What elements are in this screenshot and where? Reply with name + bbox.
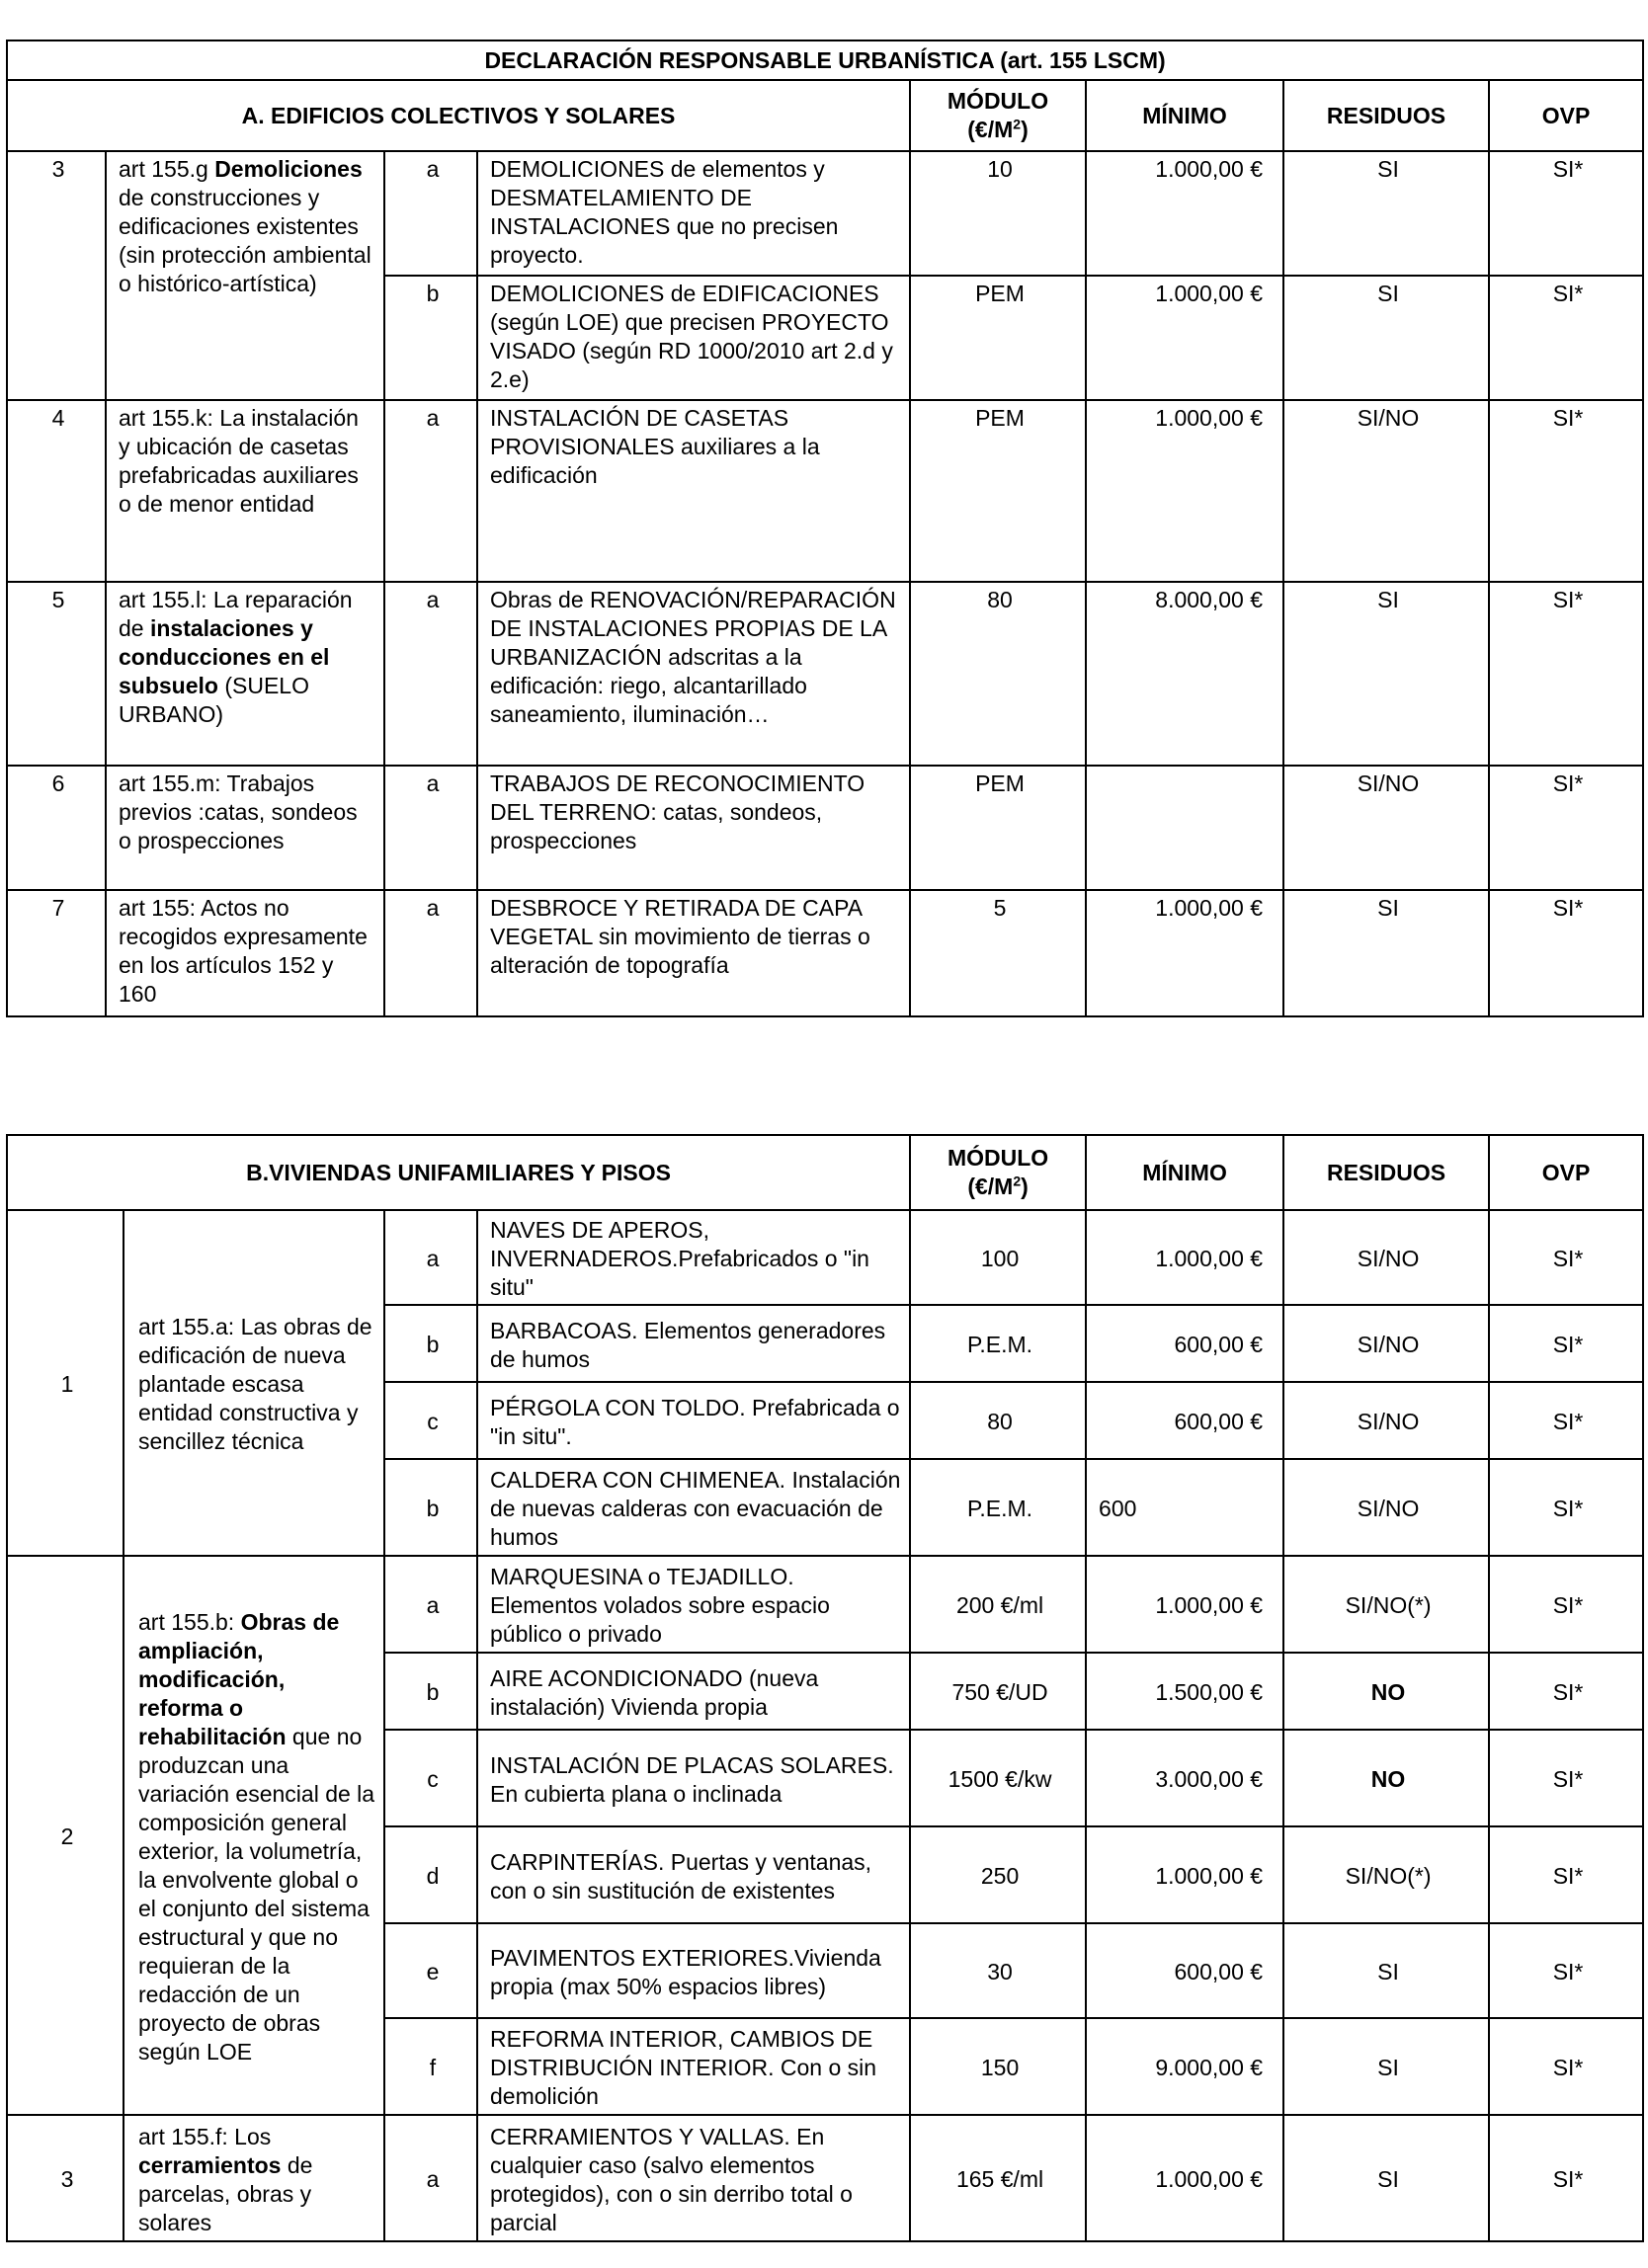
table-row [7,1556,1643,1653]
row-residuos: NO [1283,1653,1489,1730]
row-residuos: SI [1283,2018,1489,2115]
row-number: 3 [7,151,106,400]
col-header-modulo: MÓDULO $(€/M^2)$ [910,1135,1086,1210]
row-residuos: SI [1283,151,1489,276]
row-modulo: 30 [910,1923,1086,2018]
row-minimo: 8.000,00 € [1086,582,1283,766]
row-ovp: SI* [1489,1730,1643,1826]
row-modulo: 250 [910,1826,1086,1923]
row-residuos: SI [1283,1923,1489,2018]
row-letter: f [384,2018,477,2115]
row-description: BARBACOAS. Elementos generadores de humos [477,1305,910,1382]
row-ovp: SI* [1489,1556,1643,1653]
row-number: 4 [7,400,106,582]
row-letter: b [384,276,477,400]
row-letter: a [384,151,477,276]
row-ovp: SI* [1489,582,1643,766]
row-minimo: 600,00 € [1086,1382,1283,1459]
row-modulo: 100 [910,1210,1086,1305]
row-letter: c [384,1382,477,1459]
col-header-ovp: OVP [1489,80,1643,151]
row-ovp: SI* [1489,2018,1643,2115]
table-row [7,151,1643,276]
table-row [7,400,1643,582]
row-modulo: 165 €/ml [910,2115,1086,2241]
article-cell: art 155.b: Obras de ampliación, modificación, reforma o rehabilitación que no produzcan una variación esencial de la composición general exterior, la volumetría, la envolvente global o el conjunto del sistema estructural y que no requieran de la redacción de un proyecto de obras según LOE [124,1556,384,2115]
row-number: 6 [7,766,106,890]
table-row [7,1210,1643,1305]
row-letter: a [384,1210,477,1305]
row-ovp: SI* [1489,1382,1643,1459]
row-description: DESBROCE Y RETIRADA DE CAPA VEGETAL sin movimiento de tierras o alteración de topografía [477,890,910,1016]
row-number: 2 [7,1556,124,2115]
article-cell: art 155.k: La instalación y ubicación de casetas prefabricadas auxiliares o de menor entidad [106,400,384,582]
row-ovp: SI* [1489,400,1643,582]
page-spacer [0,1017,1648,1134]
row-ovp: SI* [1489,1923,1643,2018]
row-residuos: SI/NO(*) [1283,1826,1489,1923]
article-cell: art 155.a: Las obras de edificación de nueva plantade escasa entidad constructiva y sencillez técnica [124,1210,384,1556]
row-residuos: SI/NO [1283,1382,1489,1459]
row-ovp: SI* [1489,1826,1643,1923]
table-row [7,582,1643,766]
row-ovp: SI* [1489,1653,1643,1730]
col-header-modulo: MÓDULO $(€/M^2)$ [910,80,1086,151]
row-minimo: 1.000,00 € [1086,2115,1283,2241]
article-cell: art 155.m: Trabajos previos :catas, sondeos o prospecciones [106,766,384,890]
table-row [7,2115,1643,2241]
row-letter: d [384,1826,477,1923]
row-letter: a [384,890,477,1016]
row-letter: b [384,1305,477,1382]
row-minimo: 1.500,00 € [1086,1653,1283,1730]
row-description: MARQUESINA o TEJADILLO. Elementos volados sobre espacio público o privado [477,1556,910,1653]
row-residuos: SI [1283,276,1489,400]
row-minimo: 1.000,00 € [1086,1556,1283,1653]
col-header-minimo: MÍNIMO [1086,1135,1283,1210]
row-minimo: 3.000,00 € [1086,1730,1283,1826]
row-modulo: 750 €/UD [910,1653,1086,1730]
row-minimo: 1.000,00 € [1086,276,1283,400]
row-ovp: SI* [1489,1459,1643,1556]
row-residuos: SI/NO [1283,1305,1489,1382]
article-cell: art 155: Actos no recogidos expresamente en los artículos 152 y 160 [106,890,384,1016]
row-minimo: 1.000,00 € [1086,890,1283,1016]
row-residuos: SI/NO(*) [1283,1556,1489,1653]
row-letter: b [384,1459,477,1556]
row-description: TRABAJOS DE RECONOCIMIENTO DEL TERRENO: catas, sondeos, prospecciones [477,766,910,890]
row-modulo: 10 [910,151,1086,276]
table-row [7,890,1643,1016]
row-letter: a [384,400,477,582]
row-minimo: 1.000,00 € [1086,1210,1283,1305]
row-description: INSTALACIÓN DE CASETAS PROVISIONALES auxiliares a la edificación [477,400,910,582]
row-residuos: SI [1283,582,1489,766]
table-title: DECLARACIÓN RESPONSABLE URBANÍSTICA (art. 155 LSCM) [7,40,1643,80]
row-description: REFORMA INTERIOR, CAMBIOS DE DISTRIBUCIÓN INTERIOR. Con o sin demolición [477,2018,910,2115]
row-residuos: SI/NO [1283,1210,1489,1305]
row-description: PÉRGOLA CON TOLDO. Prefabricada o "in situ". [477,1382,910,1459]
row-modulo: 150 [910,2018,1086,2115]
table-viviendas-unifamiliares [6,1134,1644,2242]
row-minimo: 600,00 € [1086,1923,1283,2018]
row-letter: b [384,1653,477,1730]
row-description: INSTALACIÓN DE PLACAS SOLARES. En cubierta plana o inclinada [477,1730,910,1826]
row-modulo: 1500 €/kw [910,1730,1086,1826]
row-modulo: P.E.M. [910,1305,1086,1382]
col-header-ovp: OVP [1489,1135,1643,1210]
section-header: B.VIVIENDAS UNIFAMILIARES Y PISOS [7,1135,910,1210]
row-minimo: 600 [1086,1459,1283,1556]
article-cell: art 155.f: Los cerramientos de parcelas, obras y solares [124,2115,384,2241]
row-minimo: 1.000,00 € [1086,1826,1283,1923]
row-modulo: PEM [910,400,1086,582]
row-modulo: 5 [910,890,1086,1016]
row-ovp: SI* [1489,1210,1643,1305]
table-row [7,766,1643,890]
row-modulo: PEM [910,276,1086,400]
row-number: 3 [7,2115,124,2241]
row-ovp: SI* [1489,2115,1643,2241]
row-modulo: P.E.M. [910,1459,1086,1556]
article-cell: art 155.g Demoliciones de construcciones y edificaciones existentes (sin protección ambiental o histórico-artística) [106,151,384,400]
table-edificios-colectivos [6,40,1644,1017]
row-letter: a [384,582,477,766]
row-modulo: 80 [910,582,1086,766]
row-description: NAVES DE APEROS, INVERNADEROS.Prefabricados o "in situ" [477,1210,910,1305]
row-minimo [1086,766,1283,890]
row-number: 5 [7,582,106,766]
row-number: 7 [7,890,106,1016]
row-minimo: 1.000,00 € [1086,151,1283,276]
row-residuos: SI/NO [1283,766,1489,890]
row-letter: c [384,1730,477,1826]
row-residuos: NO [1283,1730,1489,1826]
row-number: 1 [7,1210,124,1556]
row-letter: a [384,2115,477,2241]
row-ovp: SI* [1489,890,1643,1016]
row-residuos: SI [1283,890,1489,1016]
row-residuos: SI/NO [1283,1459,1489,1556]
row-ovp: SI* [1489,276,1643,400]
section-header: A. EDIFICIOS COLECTIVOS Y SOLARES [7,80,910,151]
row-description: CERRAMIENTOS Y VALLAS. En cualquier caso (salvo elementos protegidos), con o sin derribo total o parcial [477,2115,910,2241]
article-cell: art 155.l: La reparación de instalaciones y conducciones en el subsuelo (SUELO URBANO) [106,582,384,766]
row-description: Obras de RENOVACIÓN/REPARACIÓN DE INSTALACIONES PROPIAS DE LA URBANIZACIÓN adscritas a la edificación: riego, alcantarillado saneamiento, iluminación… [477,582,910,766]
row-ovp: SI* [1489,766,1643,890]
row-modulo: 80 [910,1382,1086,1459]
row-letter: a [384,766,477,890]
row-description: DEMOLICIONES de EDIFICACIONES (según LOE) que precisen PROYECTO VISADO (según RD 1000/2010 art 2.d y 2.e) [477,276,910,400]
row-letter: a [384,1556,477,1653]
row-minimo: 600,00 € [1086,1305,1283,1382]
row-description: CALDERA CON CHIMENEA. Instalación de nuevas calderas con evacuación de humos [477,1459,910,1556]
row-description: CARPINTERÍAS. Puertas y ventanas, con o sin sustitución de existentes [477,1826,910,1923]
row-modulo: PEM [910,766,1086,890]
row-ovp: SI* [1489,1305,1643,1382]
row-minimo: 1.000,00 € [1086,400,1283,582]
row-residuos: SI [1283,2115,1489,2241]
col-header-residuos: RESIDUOS [1283,80,1489,151]
col-header-minimo: MÍNIMO [1086,80,1283,151]
row-minimo: 9.000,00 € [1086,2018,1283,2115]
row-residuos: SI/NO [1283,400,1489,582]
row-letter: e [384,1923,477,2018]
row-ovp: SI* [1489,151,1643,276]
row-description: DEMOLICIONES de elementos y DESMATELAMIENTO DE INSTALACIONES que no precisen proyecto. [477,151,910,276]
row-description: PAVIMENTOS EXTERIORES.Vivienda propia (max 50% espacios libres) [477,1923,910,2018]
col-header-residuos: RESIDUOS [1283,1135,1489,1210]
row-description: AIRE ACONDICIONADO (nueva instalación) Vivienda propia [477,1653,910,1730]
row-modulo: 200 €/ml [910,1556,1086,1653]
